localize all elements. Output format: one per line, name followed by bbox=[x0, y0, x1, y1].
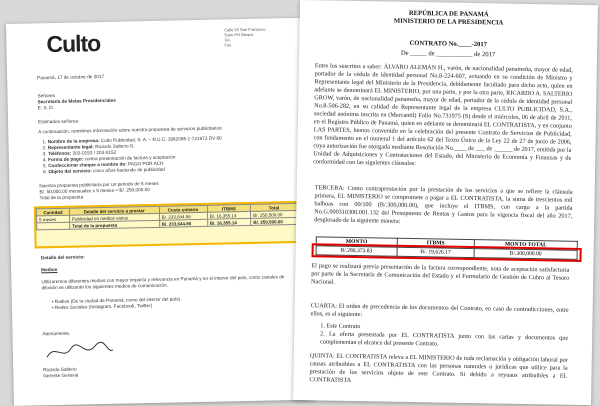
highlighted-proposal-table bbox=[34, 201, 301, 249]
greeting: Estimados señores: bbox=[38, 118, 80, 125]
culto-proposal-letter bbox=[6, 18, 314, 406]
company-info-list bbox=[42, 134, 298, 175]
table-header: Costo unitario bbox=[159, 205, 207, 213]
letter-date: Panamá, 17 de octubre de 2017 bbox=[37, 73, 105, 81]
letterhead-info bbox=[224, 26, 302, 48]
culto-logo: Culto bbox=[46, 30, 101, 58]
info-item: 6. Objeto del servicio: cinco años haciendo de publicidad bbox=[43, 166, 165, 175]
media-list bbox=[52, 294, 292, 311]
media-title: Medios bbox=[41, 266, 58, 273]
table-header: Total bbox=[250, 203, 297, 211]
contract-title: CONTRATO No.____-2017 bbox=[409, 39, 488, 49]
signer-name: Ricardo Salterio bbox=[43, 366, 77, 373]
letterhead-line: Tel. bbox=[224, 37, 231, 43]
proposal-intro: Nuestra propuesta publicitaria por un periodo de 5 meses bbox=[39, 180, 159, 189]
list-item: 2. La oferta presentada por EL CONTRATISTA junto con las cartas y documentos que complementan el alcance del presente Contrato. bbox=[319, 330, 569, 348]
intro-text: A continuación, remitimos información sobre nuestra propuesta de servicios publicitarios: bbox=[38, 125, 223, 135]
proposal-table bbox=[36, 203, 298, 230]
table-header: MONTO TOTAL bbox=[474, 240, 577, 251]
info-item: 4. Forma de pago: contra presentación de factura y aceptación bbox=[42, 154, 176, 163]
info-item: 5. Confeccionar cheque a nombre de: PAGO POR ACH bbox=[42, 160, 164, 169]
recipient-line: Señores bbox=[37, 92, 56, 99]
proposal-summary bbox=[39, 178, 289, 201]
table-header: ITBMS bbox=[207, 204, 251, 212]
table-row: Total de la propuesta B/. 233,644.86 B/. 16,355.14 B/. 250,500.00 bbox=[37, 217, 298, 229]
clause-tercera: TERCERA: Como contraprestación por la prestación de los servicios a que se refiere la cláusula primera, EL MINISTERIO se compromete a pagar a EL CONTRATISTA, la suma de trescientos mil balboas con 00/100 (B/.300,000.00), que incluye el ITBMS, con cargo a la partida No.G.000310300.001.132 del Presupuesto de Rentas y Gastos para la vigencia fiscal del año 2017, desglosado de la siguiente manera: bbox=[314, 184, 573, 225]
table-header: Cantidad bbox=[36, 208, 69, 216]
list-item: • Redes Sociales (Instagram, Facebook, Twitter) bbox=[51, 302, 153, 311]
info-item: 2. Representante legal: Ricardo Salterio G. bbox=[42, 143, 135, 151]
table-header: MONTO bbox=[316, 237, 397, 247]
info-item: 3. Teléfonos: 203-0153 / 203-0152 bbox=[42, 149, 117, 157]
signature-scribble bbox=[45, 340, 115, 363]
recipient-block bbox=[37, 92, 116, 112]
table-row: 5 meses Publicidad en medios varios B/. 233,644.86 B/. 16,355.14 B/. 250,500.00 bbox=[37, 210, 298, 222]
media-text: Utilizaremos diferentes medios con mayor impacto y relevancia en Panamá y en el interior del país, como canales de difusión se utilizarán los siguientes medios de comunicación. bbox=[41, 274, 285, 291]
proposal-amounts: B/. 50,000.00 mensuales x 5 meses = B/. 250,000.00 bbox=[39, 187, 150, 195]
signer-title: Gerente General bbox=[43, 372, 79, 379]
signer-block bbox=[43, 367, 78, 380]
republic-title: REPÚBLICA DE PANAMÁ bbox=[408, 9, 489, 19]
list-item: 1. Este Contrato bbox=[320, 322, 361, 331]
payment-paragraph: El pago se realizará previa presentación de la factura correspondiente, nota de aceptación satisfactoria por parte de la Secretaría de Comunicación del Estado y el Formulario de Gestión de Cobro al Tesoro Nacional. bbox=[311, 262, 570, 286]
recipient-line: Secretaría de Metas Presidenciales bbox=[37, 97, 116, 105]
clause-cuarta: CUARTA: El orden de precedencia de los documentos del Contrato, en caso de contradicciones, entre ellos, es el siguiente: bbox=[310, 302, 569, 319]
table-row: B/.280,373.83 B/. 19,626.17 B/.300,000.00 bbox=[316, 246, 577, 260]
letterhead-line: Suite PH Bloque bbox=[224, 31, 254, 38]
info-item: 1. Nombre de la empresa: Culto Publicidad, S. A. – R.U.C. 1962065-1-731973 DV 80 bbox=[42, 135, 222, 145]
contract-document bbox=[293, 0, 598, 405]
ministry-title: MINISTERIO DE LA PRESIDENCIA bbox=[393, 17, 504, 27]
detail-label: Detalle del servicio: bbox=[40, 254, 85, 261]
recipient-line: E. S. D. bbox=[37, 105, 54, 111]
contract-parties-paragraph: Entre los suscritos a saber: ÁLVARO ALEMÁN H., varón, de nacionalidad panameña, mayor de edad, portador de la cédula de identidad personal No.8-224-607, actuando en su condición de Ministro y Representante legal del Ministerio de la Presidencia, debidamente facultado para dicho acto, quien en adelante se denominará EL MINISTERIO, por una parte, y por la otra parte, RICARDO A. SALTERIO GROW, varón, de nacionalidad panameña, mayor de edad, portador de la cédula de identidad personal No.8-506-282, en su calidad de Representante legal de la empresa CULTO PUBLICIDAD, S.A., sociedad anónima inscrita en (Mercantil) Folio No.731975 (S) desde el miércoles, 06 de abril de 2011, en el Registro Público de Panamá, quien en adelante se denominará EL CONTRATISTA, y en conjunto LAS PARTES, hemos convenido en la celebración del presente Contrato de Servicios de Publicidad, con fundamento en el numeral 1 del artículo 62 del Texto Único de la Ley 22 de 27 de junio de 2006, cuya autorización fue otorgada mediante Resolución No.____ de ___ de ______ de 2017, emitida por la Unidad de Adquisiciones y Contrataciones del Estado, del Ministerio de Economía y Finanzas y de conformidad con las siguientes cláusulas: bbox=[313, 62, 573, 168]
table-header: Detalle del servicio a prestar bbox=[69, 206, 159, 215]
list-item: • Radios (De la ciudad de Panamá, como del interior del país) bbox=[51, 296, 181, 305]
letterhead-line: Calle 50 San Francisco bbox=[224, 26, 266, 33]
precedence-list bbox=[320, 322, 568, 352]
letterhead-line: Fax bbox=[224, 42, 232, 48]
closing: Atentamente, bbox=[42, 330, 71, 337]
proposal-note: Total de la propuesta bbox=[39, 194, 84, 201]
clause-quinta: QUINTA: EL CONTRATISTA releva a EL MINISTERIO de toda reclamación y obligación laboral por causas atribuibles a EL CONTRATISTA con las personas naturales o jurídicas que utilice para la prestación de los servicios objeto de este Contrato. Si debido a reyuaus atribuibles a EL CONTRATISTA bbox=[309, 352, 568, 384]
table-header: ITBMS bbox=[397, 238, 475, 248]
contract-date: De _____ de ___________ de 2017 bbox=[400, 49, 496, 59]
